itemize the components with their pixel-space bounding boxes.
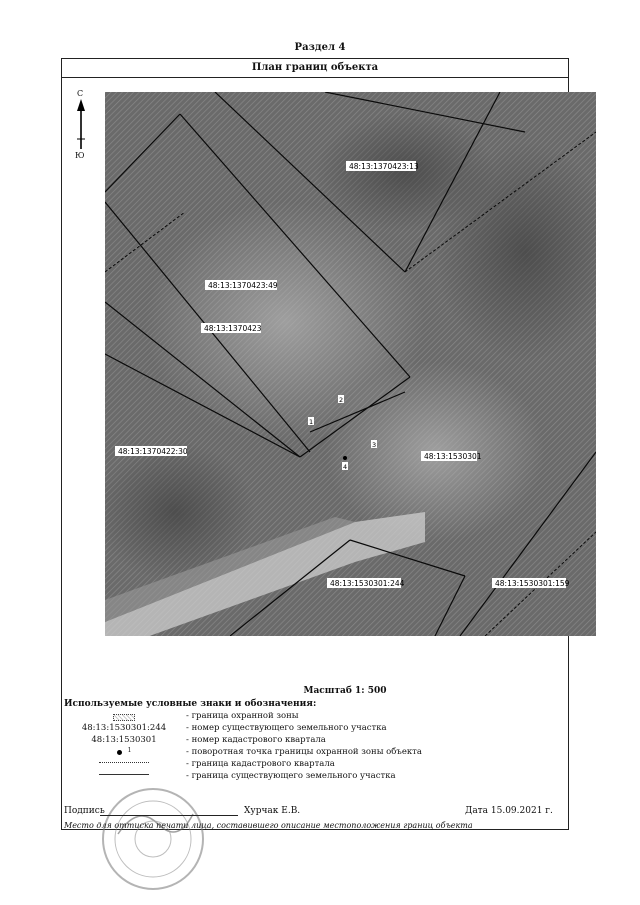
legend	[64, 711, 484, 783]
legend-row	[64, 771, 484, 783]
turning-point-icon	[117, 750, 122, 755]
section-title: Раздел 4	[294, 42, 346, 53]
parcel-label: 48:13:1370423	[204, 324, 262, 333]
plan-title: План границ объекта	[62, 59, 568, 78]
document-date: Дата 15.09.2021 г.	[465, 806, 553, 816]
quarter-label: 48:13:1530301	[424, 452, 482, 461]
point-label: 1	[309, 418, 314, 426]
legend-row	[64, 735, 484, 747]
turning-point	[343, 456, 347, 460]
legend-desc: - граница существующего земельного участка	[186, 771, 396, 781]
compass-north: С	[77, 89, 84, 98]
parcel-label: 48:13:1370422:30	[118, 447, 188, 456]
legend-row	[64, 711, 484, 723]
parcel-label: 48:13:1370423:13	[349, 162, 419, 171]
stamp-caption: Место для оттиска печати лица, составившего описание местоположения границ объекта	[64, 821, 473, 830]
point-label: 3	[372, 441, 377, 449]
legend-title: Используемые условные знаки и обозначения:	[64, 699, 317, 709]
parcel-line-swatch	[99, 774, 149, 775]
map-image	[105, 92, 596, 636]
compass-icon	[75, 89, 91, 169]
legend-symbol-text: 48:13:1530301:244	[81, 723, 167, 733]
point-label: 2	[339, 396, 344, 404]
legend-desc: - граница охранной зоны	[186, 711, 299, 721]
legend-desc: - граница кадастрового квартала	[186, 759, 335, 769]
legend-row	[64, 747, 484, 759]
legend-desc: - номер существующего земельного участка	[186, 723, 387, 733]
zone-boundary-swatch	[113, 714, 135, 721]
signature-label: Подпись	[64, 806, 105, 816]
legend-symbol-text: 48:13:1530301	[91, 735, 157, 745]
stamp-seal	[98, 784, 208, 894]
parcel-label: 48:13:1370423:49	[208, 281, 278, 290]
legend-point-index: 1	[127, 747, 132, 754]
legend-row	[64, 759, 484, 771]
scale-label: Масштаб 1: 500	[303, 686, 387, 696]
quarter-line-swatch	[99, 762, 149, 763]
legend-row	[64, 723, 484, 735]
compass-south: Ю	[75, 151, 85, 160]
point-label: 4	[343, 463, 348, 471]
legend-desc: - номер кадастрового квартала	[186, 735, 326, 745]
legend-desc: - поворотная точка границы охранной зоны объекта	[186, 747, 422, 757]
parcel-label: 48:13:1530301:159	[495, 579, 570, 588]
parcel-label: 48:13:1530301:244	[330, 579, 405, 588]
signer-name: Хурчак Е.В.	[244, 806, 301, 816]
signature-line	[100, 815, 238, 816]
map-svg	[105, 92, 596, 636]
